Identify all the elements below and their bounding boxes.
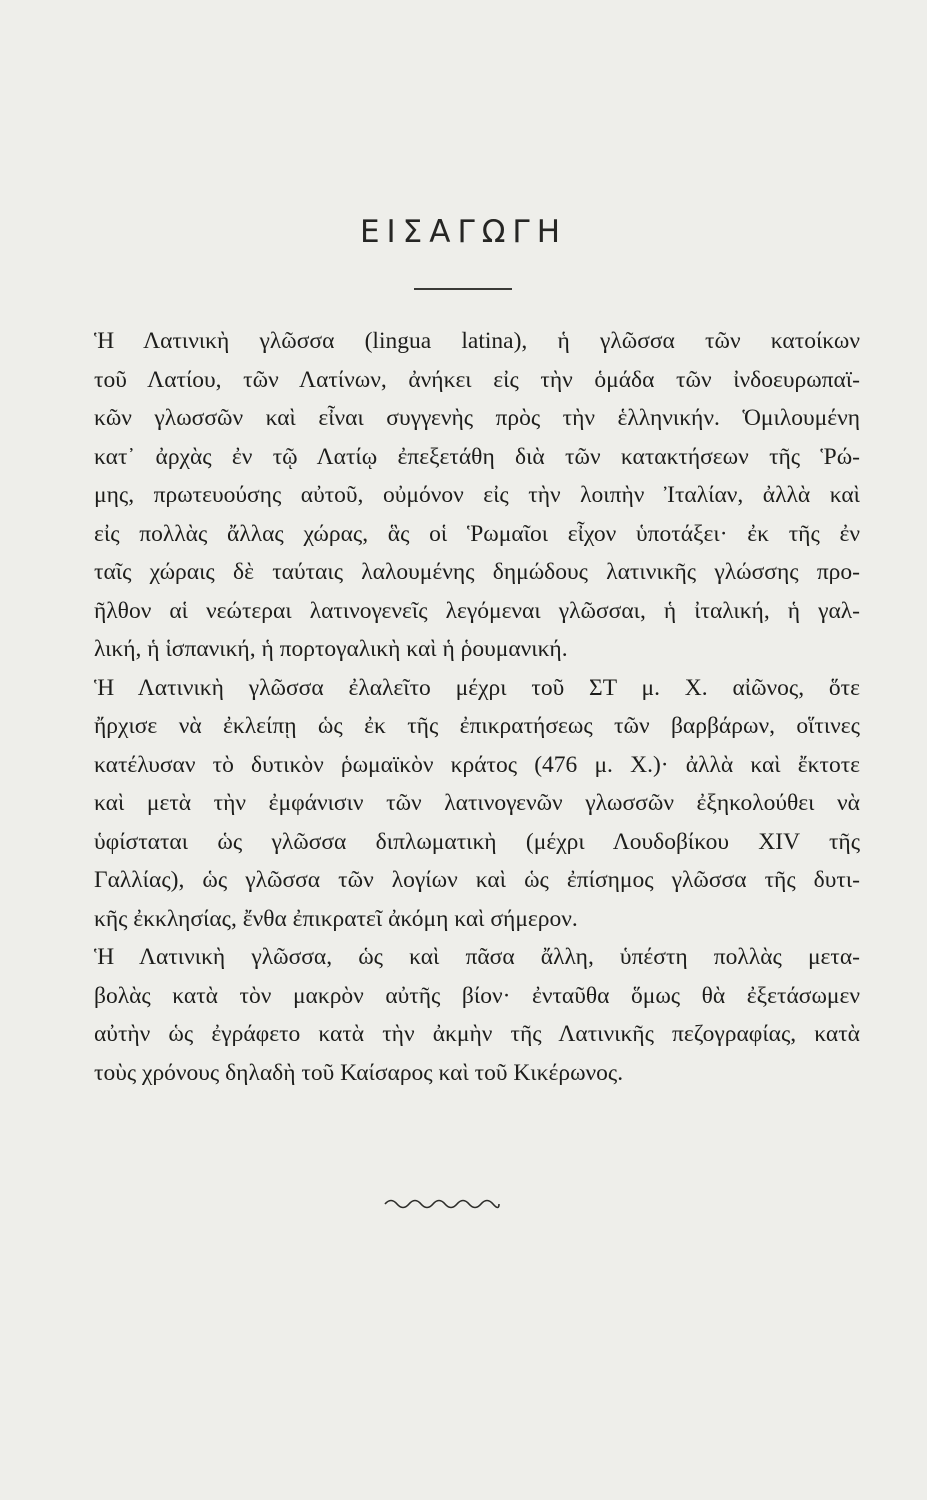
text-line: κῶν γλωσσῶν καὶ εἶναι συγγενὴς πρὸς τὴν ἑλληνικήν. Ὁμιλουμένη — [94, 405, 860, 431]
heading-rule — [414, 288, 512, 290]
text-line: Ἡ Λατινικὴ γλῶσσα ἐλαλεῖτο μέχρι τοῦ ΣΤ μ. Χ. αἰῶνος, ὅτε — [94, 674, 860, 701]
text-line: ἤρχισε νὰ ἐκλείπῃ ὡς ἐκ τῆς ἐπικρατήσεως τῶν βαρβάρων, οἵτινες — [94, 713, 860, 739]
paragraph — [60, 669, 860, 939]
text-line: καὶ μετὰ τὴν ἐμφάνισιν τῶν λατινογενῶν γλωσσῶν ἐξηκολούθει νὰ — [94, 790, 860, 816]
text-line: βολὰς κατὰ τὸν μακρὸν αὐτῆς βίον· ἐνταῦθα ὅμως θὰ ἐξετάσωμεν — [94, 982, 860, 1009]
text-line: ταῖς χώραις δὲ ταύταις λαλουμένης δημώδους λατινικῆς γλώσσης προ- — [94, 559, 860, 585]
text-line: κῆς ἐκκλησίας, ἔνθα ἐπικρατεῖ ἀκόμη καὶ σήμερον. — [94, 905, 578, 932]
text-line: τοῦ Λατίου, τῶν Λατίνων, ἀνήκει εἰς τὴν ὁμάδα τῶν ἰνδοευρωπαϊ- — [94, 366, 860, 393]
text-line: κατέλυσαν τὸ δυτικὸν ῥωμαϊκὸν κράτος (476 μ. Χ.)· ἀλλὰ καὶ ἔκτοτε — [94, 751, 860, 778]
text-line: Ἡ Λατινικὴ γλῶσσα, ὡς καὶ πᾶσα ἄλλη, ὑπέστη πολλὰς μετα- — [94, 944, 860, 970]
text-line: λική, ἡ ἱσπανική, ἡ πορτογαλικὴ καὶ ἡ ῥουμανική. — [94, 636, 568, 662]
text-line: κατ᾿ ἀρχὰς ἐν τῷ Λατίῳ ἐπεξετάθη διὰ τῶν κατακτήσεων τῆς Ῥώ- — [94, 443, 860, 470]
text-line: αὐτὴν ὡς ἐγράφετο κατὰ τὴν ἀκμὴν τῆς Λατινικῆς πεζογραφίας, κατὰ — [94, 1021, 860, 1047]
wavy-line-ornament-icon — [383, 1195, 501, 1213]
text-line: ῆλθον αἱ νεώτεραι λατινογενεῖς λεγόμεναι γλῶσσαι, ἡ ἰταλική, ἡ γαλ- — [94, 597, 860, 624]
text-line: εἰς πολλὰς ἄλλας χώρας, ἃς οἱ Ῥωμαῖοι εἶχον ὑποτάξει· ἐκ τῆς ἐν — [94, 520, 860, 547]
body-text — [60, 322, 860, 1092]
paragraph — [60, 938, 860, 1092]
chapter-heading: ΕΙΣΑΓΩΓΗ — [359, 214, 568, 250]
text-line: Ἡ Λατινικὴ γλῶσσα (lingua latina), ἡ γλῶσσα τῶν κατοίκων — [94, 328, 860, 354]
text-line: ὑφίσταται ὡς γλῶσσα διπλωματικὴ (μέχρι Λουδοβίκου XIV τῆς — [94, 828, 860, 855]
text-line: τοὺς χρόνους δηλαδὴ τοῦ Καίσαρος καὶ τοῦ Κικέρωνος. — [94, 1059, 624, 1086]
text-line: Γαλλίας), ὡς γλῶσσα τῶν λογίων καὶ ὡς ἐπίσημος γλῶσσα τῆς δυτι- — [94, 867, 860, 893]
text-line: μης, πρωτευούσης αὐτοῦ, οὐμόνον εἰς τὴν λοιπὴν Ἰταλίαν, ἀλλὰ καὶ — [94, 482, 860, 508]
paragraph — [60, 322, 860, 669]
